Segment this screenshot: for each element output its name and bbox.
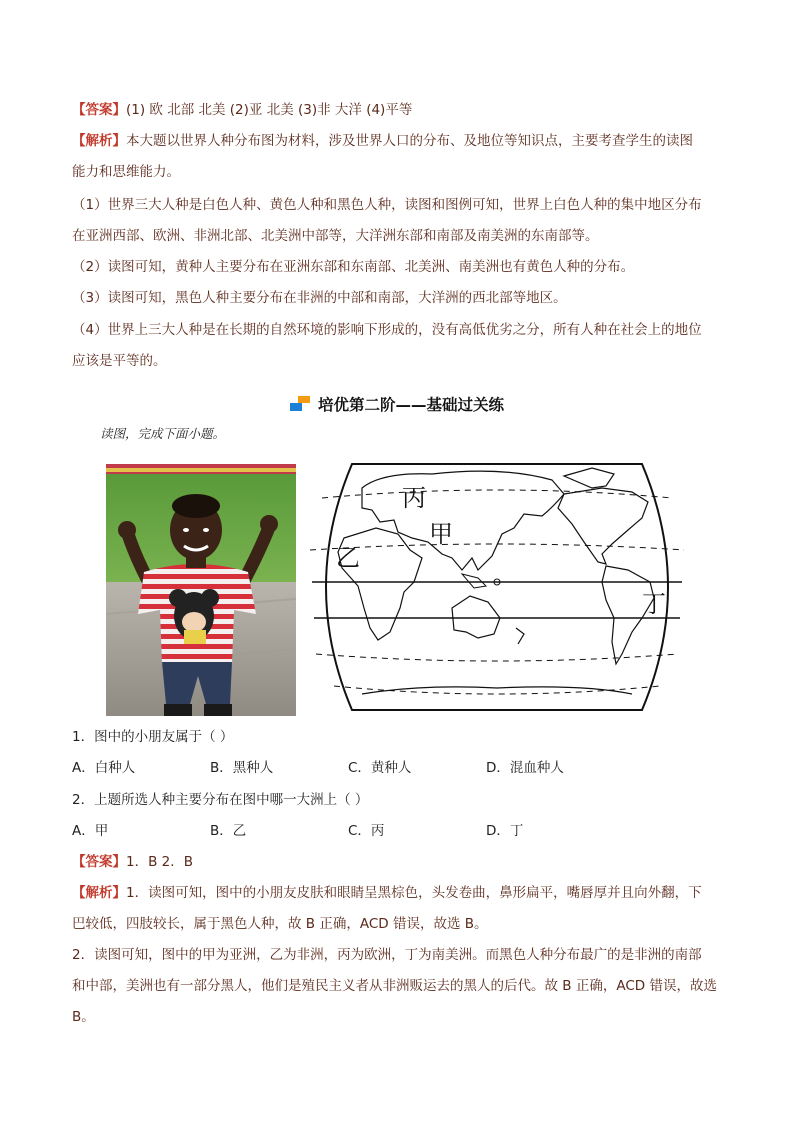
map-label-ding: 丁	[642, 590, 666, 618]
analysis-p1-line1: （1）世界三大人种是白色人种、黄色人种和黑色人种，读图和图例可知，世界上白色人种的集中地区分布	[72, 197, 702, 213]
question-1-stem: 1．图中的小朋友属于（ ）	[72, 729, 234, 745]
answer-line-1	[72, 100, 412, 120]
answer-text: 1．B 2．B	[126, 854, 193, 870]
question-2-stem: 2．上题所选人种主要分布在图中哪一大洲上（ ）	[72, 792, 369, 808]
analysis-p1-line2: 在亚洲西部、欧洲、非洲北部、北美洲中部等，大洋洲东部和南部及南美洲的东南部等。	[72, 228, 599, 244]
q2-option-c[interactable]: C．丙	[348, 823, 385, 839]
analysis-p3: （3）读图可知，黑色人种主要分布在非洲的中部和南部，大洋洲的西北部等地区。	[72, 290, 567, 306]
analysis-p4-line1: （4）世界上三大人种是在长期的自然环境的影响下形成的，没有高低优劣之分，所有人种在社会上的地位	[72, 322, 702, 338]
analysis2-line-5: B。	[72, 1009, 95, 1025]
section-title-text: 培优第二阶——基础过关练	[317, 396, 504, 414]
answer-tag: 【答案】	[72, 854, 126, 870]
q2-option-d[interactable]: D．丁	[486, 823, 524, 839]
section-title	[0, 393, 794, 415]
q1-option-d[interactable]: D．混血种人	[486, 760, 564, 776]
answer-tag: 【答案】	[72, 102, 126, 118]
analysis2-line-3: 2．读图可知，图中的甲为亚洲，乙为非洲，丙为欧洲，丁为南美洲。而黑色人种分布最广的是非洲的南部	[72, 947, 702, 963]
analysis-tag: 【解析】	[72, 885, 126, 901]
q2-option-a[interactable]: A．甲	[72, 823, 109, 839]
analysis-tag: 【解析】	[72, 133, 126, 149]
child-photo	[106, 464, 296, 716]
map-label-yi: 乙	[336, 544, 360, 572]
analysis-p2: （2）读图可知，黄种人主要分布在亚洲东部和东南部、北美洲、南美洲也有黄色人种的分布。	[72, 259, 635, 275]
map-label-jia: 甲	[429, 520, 453, 548]
q1-option-c[interactable]: C．黄种人	[348, 760, 412, 776]
analysis2-line-4: 和中部，美洲也有一部分黑人，他们是殖民主义者从非洲贩运去的黑人的后代。故 B 正确，ACD 错误，故选	[72, 978, 717, 994]
map-label-bing: 丙	[402, 484, 426, 512]
q1-option-b[interactable]: B．黑种人	[210, 760, 274, 776]
analysis2-line-1	[72, 883, 702, 903]
analysis-text: 本大题以世界人种分布图为材料，涉及世界人口的分布、及地位等知识点，主要考查学生的读图	[126, 133, 693, 149]
instruction: 读图，完成下面小题。	[100, 426, 226, 441]
answer-line-2	[72, 852, 193, 872]
q1-option-a[interactable]: A．白种人	[72, 760, 136, 776]
analysis-text: 1．读图可知，图中的小朋友皮肤和眼睛呈黑棕色，头发卷曲，鼻形扁平，嘴唇厚并且向外翻，下	[126, 885, 702, 901]
answer-text: (1) 欧 北部 北美 (2)亚 北美 (3)非 大洋 (4)平等	[126, 102, 413, 118]
world-map	[302, 458, 692, 716]
analysis-line-2: 能力和思维能力。	[72, 164, 180, 180]
q2-option-b[interactable]: B．乙	[210, 823, 247, 839]
analysis-line-1	[72, 131, 693, 151]
analysis2-line-2: 巴较低，四肢较长，属于黑色人种，故 B 正确，ACD 错误，故选 B。	[72, 916, 488, 932]
section-bars-icon	[290, 396, 312, 412]
analysis-p4-line2: 应该是平等的。	[72, 353, 167, 369]
